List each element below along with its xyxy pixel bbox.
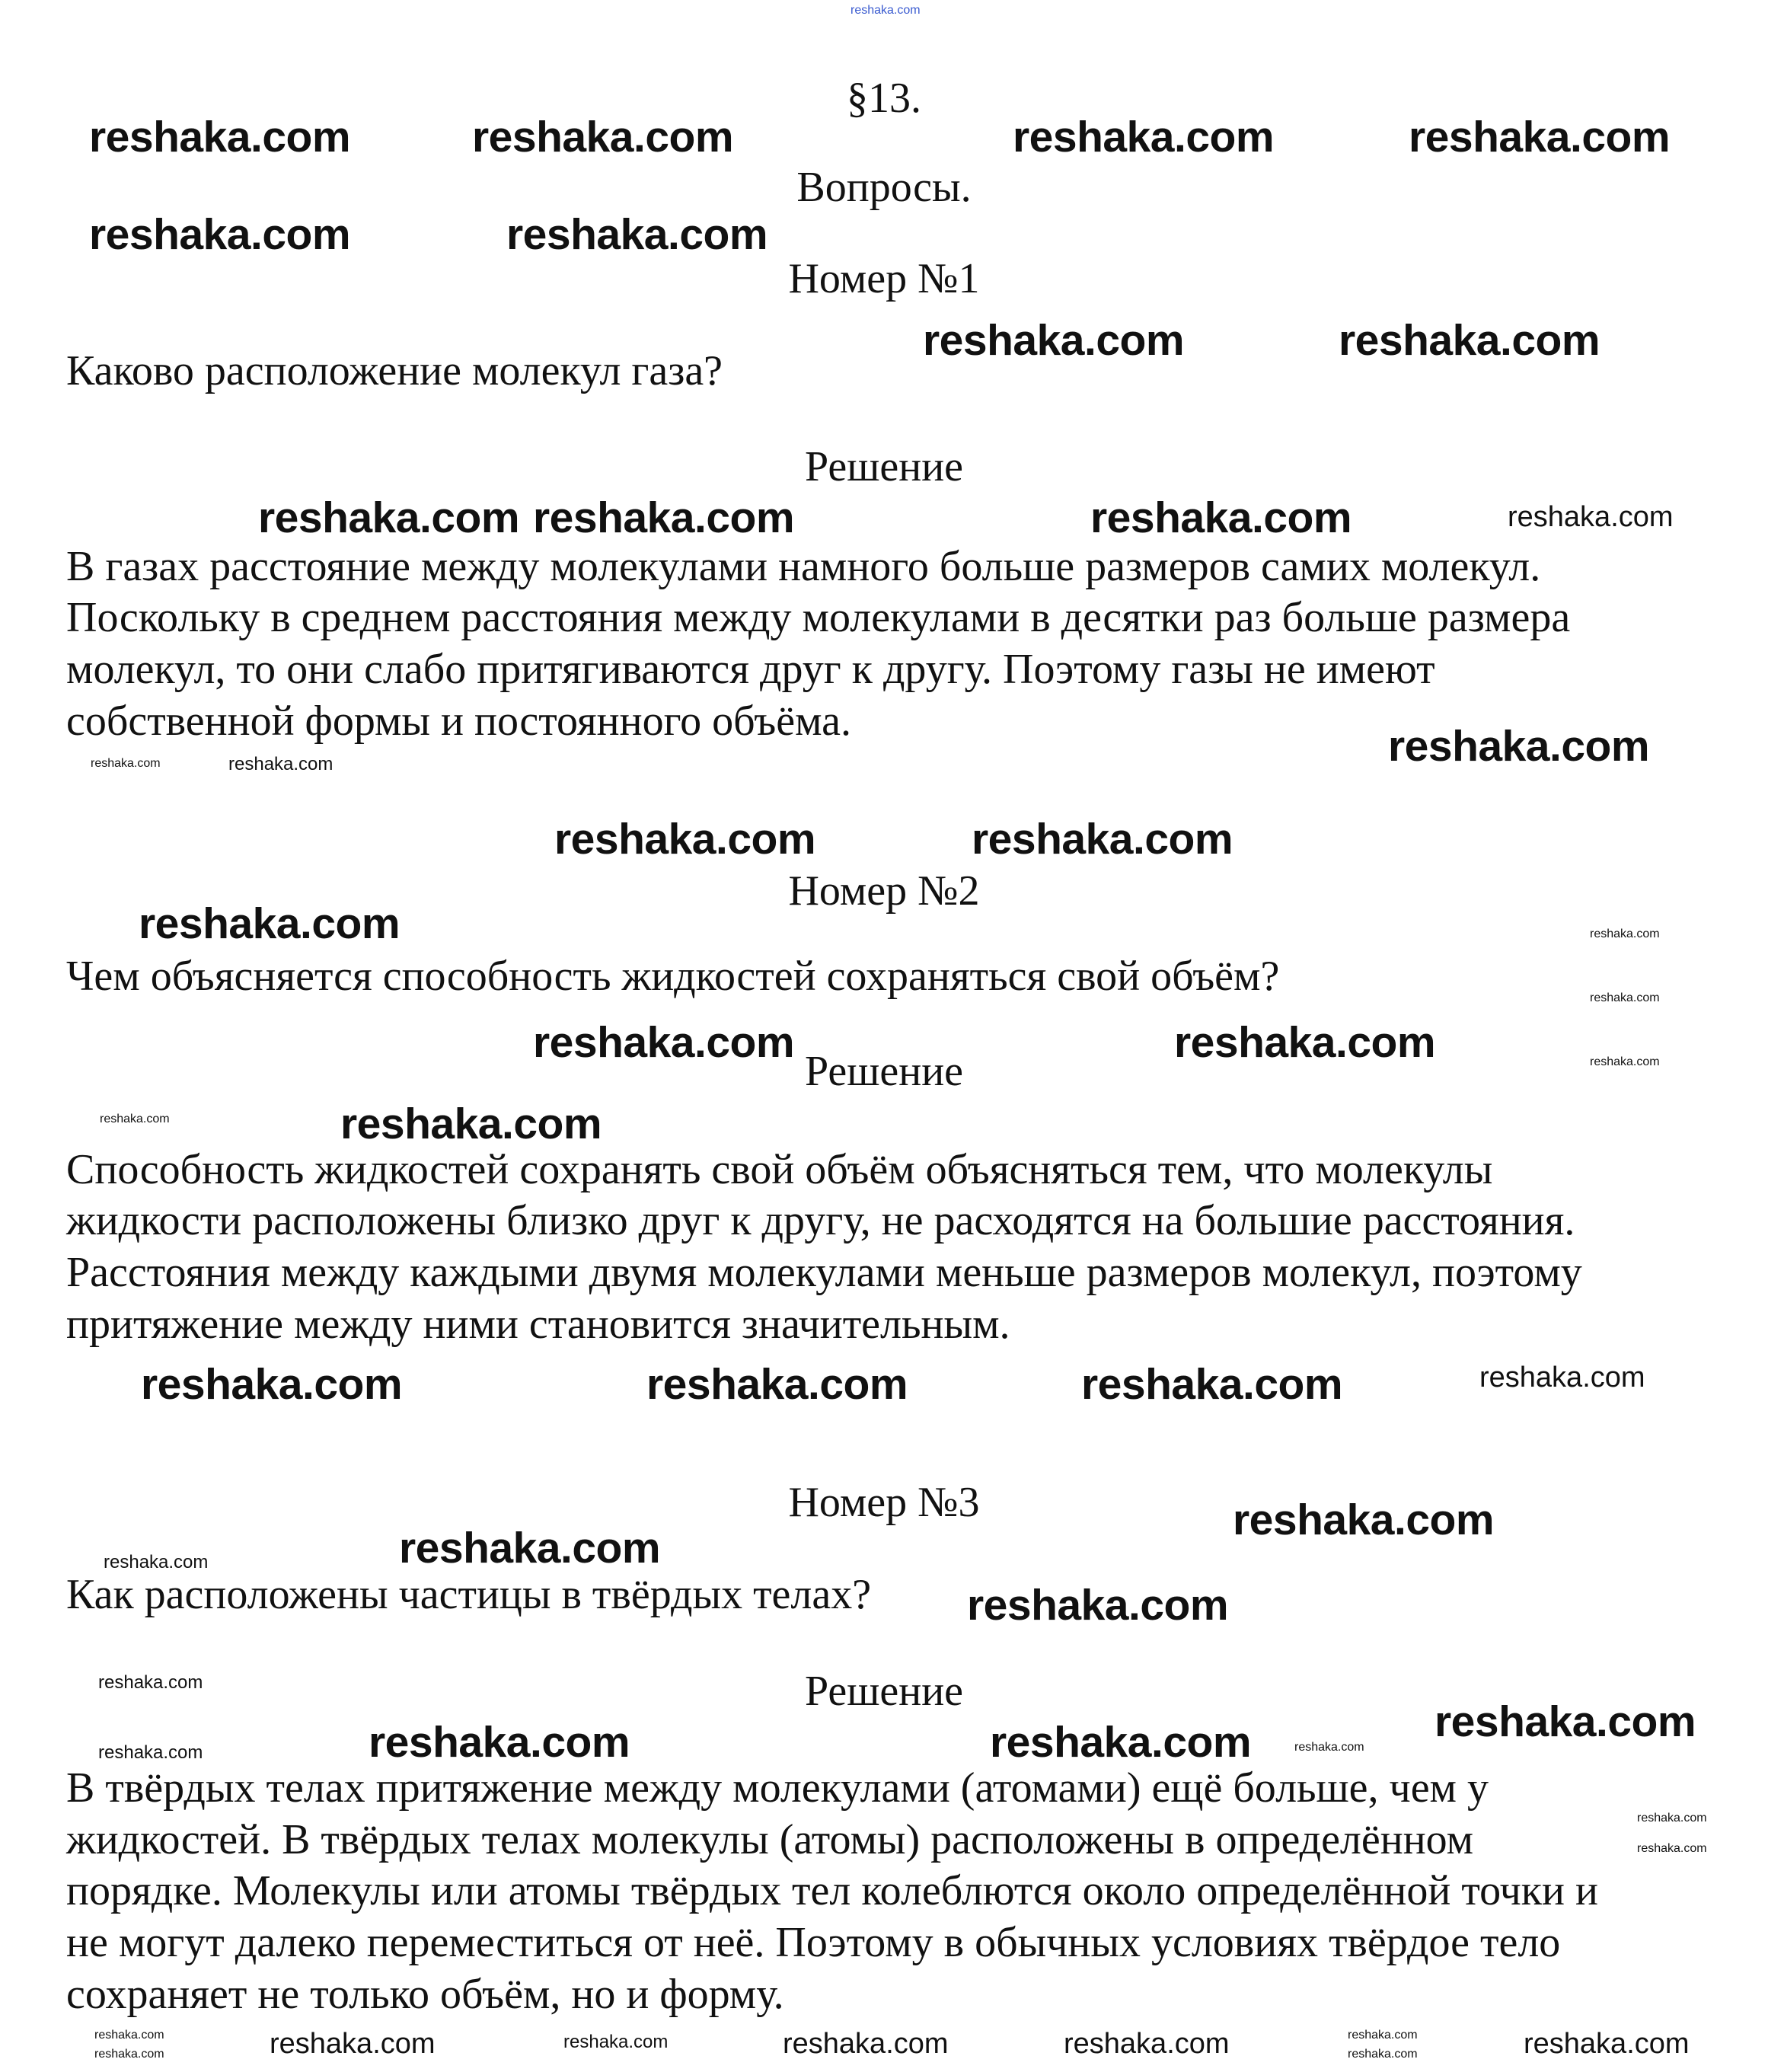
answer-2-line: притяжение между ними становится значительным. [66, 1301, 1010, 1348]
watermark-text: reshaka.com [1064, 2028, 1230, 2060]
watermark-text: reshaka.com [972, 815, 1233, 864]
watermark-text: reshaka.com [554, 815, 816, 864]
question-2-solution-label: Решение [804, 1048, 964, 1095]
watermark-text: reshaka.com [1339, 316, 1600, 365]
watermark-text: reshaka.com [1590, 991, 1660, 1004]
answer-1-line: молекул, то они слабо притягиваются друг к другу. Поэтому газы не имеют [66, 646, 1435, 693]
watermark-text: reshaka.com [270, 2028, 436, 2060]
watermark-text: reshaka.com [1294, 1741, 1364, 1754]
question-1-solution-label: Решение [804, 443, 964, 490]
question-2-number: Номер №2 [788, 867, 980, 915]
watermark-text: reshaka.com [139, 899, 401, 948]
watermark-text: reshaka.com [1233, 1496, 1495, 1544]
answer-1-line: собственной формы и постоянного объёма. [66, 698, 851, 745]
watermark-text: reshaka.com [1590, 927, 1660, 940]
watermark-text: reshaka.com [1388, 722, 1650, 771]
watermark-text: reshaka.com [228, 754, 333, 774]
answer-3-line: сохраняет не только объём, но и форму. [66, 1971, 784, 2018]
answer-1-line: Поскольку в среднем расстояния между молекулами в десятки раз больше размера [66, 594, 1571, 641]
answer-2-line: жидкости расположены близко друг к другу, не расходятся на большие расстояния. [66, 1197, 1575, 1244]
watermark-text: reshaka.com [533, 1018, 795, 1067]
watermark-text: reshaka.com [141, 1360, 403, 1409]
watermark-text: reshaka.com [1508, 501, 1674, 533]
watermark-text: reshaka.com [94, 2048, 164, 2061]
watermark-text: reshaka.com [1348, 2048, 1418, 2061]
watermark-text: reshaka.com [258, 493, 520, 542]
answer-3-line: жидкостей. В твёрдых телах молекулы (атомы) расположены в определённом [66, 1816, 1474, 1863]
watermark-text: reshaka.com [1348, 2029, 1418, 2042]
question-3-number: Номер №3 [788, 1479, 980, 1526]
watermark-text: reshaka.com [1090, 493, 1352, 542]
question-2-text: Чем объясняется способность жидкостей сохраняться свой объём? [66, 953, 1280, 1000]
watermark-text: reshaka.com [1081, 1360, 1343, 1409]
answer-1-line: В газах расстояние между молекулами намного больше размеров самих молекул. [66, 543, 1541, 590]
header-watermark-link[interactable]: reshaka.com [850, 4, 921, 17]
watermark-text: reshaka.com [1409, 113, 1671, 161]
watermark-text: reshaka.com [1435, 1697, 1696, 1746]
watermark-text: reshaka.com [98, 1672, 203, 1693]
section-title: Вопросы. [796, 164, 972, 211]
watermark-text: reshaka.com [1637, 1812, 1707, 1825]
watermark-text: reshaka.com [1013, 113, 1275, 161]
watermark-text: reshaka.com [94, 2029, 164, 2042]
watermark-text: reshaka.com [923, 316, 1185, 365]
answer-2-line: Способность жидкостей сохранять свой объём объясняться тем, что молекулы [66, 1146, 1493, 1193]
watermark-text: reshaka.com [399, 1524, 661, 1572]
watermark-text: reshaka.com [104, 1552, 209, 1572]
watermark-text: reshaka.com [506, 210, 768, 259]
watermark-text: reshaka.com [100, 1113, 170, 1125]
watermark-text: reshaka.com [89, 210, 351, 259]
answer-3-line: порядке. Молекулы или атомы твёрдых тел колеблются около определённой точки и [66, 1867, 1598, 1914]
watermark-text: reshaka.com [646, 1360, 908, 1409]
answer-3-line: В твёрдых телах притяжение между молекулами (атомами) ещё больше, чем у [66, 1764, 1489, 1812]
watermark-text: reshaka.com [990, 1718, 1252, 1767]
watermark-text: reshaka.com [89, 113, 351, 161]
watermark-text: reshaka.com [369, 1718, 630, 1767]
watermark-text: reshaka.com [783, 2028, 949, 2060]
watermark-text: reshaka.com [1637, 1842, 1707, 1855]
watermark-text: reshaka.com [563, 2032, 669, 2052]
watermark-text: reshaka.com [472, 113, 734, 161]
watermark-text: reshaka.com [1479, 1362, 1645, 1394]
watermark-text: reshaka.com [533, 493, 795, 542]
watermark-text: reshaka.com [340, 1100, 602, 1148]
question-3-solution-label: Решение [804, 1668, 964, 1715]
answer-3-line: не могут далеко переместиться от неё. Поэтому в обычных условиях твёрдое тело [66, 1919, 1561, 1966]
watermark-text: reshaka.com [1524, 2028, 1690, 2060]
watermark-text: reshaka.com [1590, 1055, 1660, 1068]
answer-2-line: Расстояния между каждыми двумя молекулами меньше размеров молекул, поэтому [66, 1249, 1582, 1296]
watermark-text: reshaka.com [967, 1581, 1229, 1630]
paragraph-number: §13. [847, 75, 921, 122]
question-3-text: Как расположены частицы в твёрдых телах? [66, 1571, 872, 1618]
watermark-text: reshaka.com [91, 757, 161, 770]
watermark-text: reshaka.com [1174, 1018, 1436, 1067]
question-1-number: Номер №1 [788, 255, 980, 302]
question-1-text: Каково расположение молекул газа? [66, 347, 723, 394]
watermark-text: reshaka.com [98, 1742, 203, 1763]
